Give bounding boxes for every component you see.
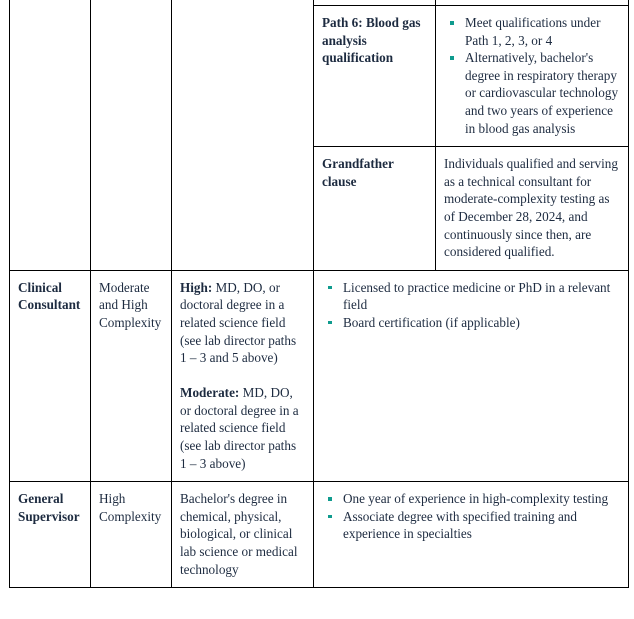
education-text: Bachelor's degree in chemical, physical, biological, or clinical lab science or medical technology	[180, 491, 298, 577]
education-paragraph	[180, 490, 305, 578]
requirements-table	[9, 0, 629, 588]
table-row-clinical-consultant	[10, 270, 629, 482]
grandfather-clause-text: Individuals qualified and serving as a technical consultant for moderate-complexity testing as of December 28, 2024, and continuously since then, are considered qualified.	[444, 156, 618, 260]
education-text-moderate: MD, DO, or doctoral degree in a related science field (see lab director paths 1 – 3 above)	[180, 385, 299, 471]
list-item: Alternatively, bachelor's degree in respiratory therapy or cardiovascular technology and two years of experience in blood gas analysis	[444, 49, 621, 137]
cell-complexity-empty	[91, 0, 172, 270]
complexity-label: Moderate and High Complexity	[99, 279, 162, 330]
role-label: General Supervisor	[18, 491, 80, 524]
cell-additional-requirements	[314, 0, 629, 270]
table-row-continuation	[10, 0, 629, 270]
cell-education-general-supervisor	[172, 482, 314, 588]
cell-role-general-supervisor	[10, 482, 91, 588]
nested-paths-table	[314, 0, 629, 270]
cell-requirements-clinical-consultant	[314, 270, 629, 482]
nested-row-grandfather-clause	[314, 147, 629, 270]
list-item: Licensed to practice medicine or PhD in a relevant field	[322, 279, 620, 314]
cell-education-clinical-consultant	[172, 270, 314, 482]
path-6-bullet-list	[444, 14, 621, 137]
list-item: Board certification (if applicable)	[322, 314, 620, 332]
education-lead-moderate: Moderate:	[180, 385, 240, 401]
clinical-consultant-bullet-list	[322, 279, 620, 332]
nested-row-path-6	[314, 6, 629, 147]
cell-complexity-clinical-consultant	[91, 270, 172, 482]
education-paragraph-high	[180, 279, 305, 367]
education-text-high: MD, DO, or doctoral degree in a related science field (see lab director paths 1 – 3 and 5 above)	[180, 279, 297, 366]
grandfather-clause-label: Grandfather clause	[322, 156, 394, 189]
education-lead-high: High:	[180, 279, 213, 295]
path-6-label: Path 6: Blood gas analysis qualification	[322, 15, 421, 66]
path-6-body-cell	[436, 6, 630, 147]
general-supervisor-bullet-list	[322, 490, 620, 543]
list-item: One year of experience in high-complexity testing	[322, 490, 620, 508]
cell-complexity-general-supervisor	[91, 482, 172, 588]
table-row-general-supervisor	[10, 482, 629, 588]
role-label: Clinical Consultant	[18, 279, 81, 313]
cell-role-clinical-consultant	[10, 270, 91, 482]
list-item: Meet qualifications under Path 1, 2, 3, or 4	[444, 14, 621, 49]
grandfather-body-cell	[436, 147, 630, 270]
path-6-label-cell	[314, 6, 436, 147]
list-item: Associate degree with specified training and experience in specialties	[322, 508, 620, 543]
cell-education-empty	[172, 0, 314, 270]
cell-requirements-general-supervisor	[314, 482, 629, 588]
education-paragraph-moderate	[180, 384, 305, 472]
complexity-label: High Complexity	[99, 491, 162, 524]
cell-role-empty	[10, 0, 91, 270]
grandfather-label-cell	[314, 147, 436, 270]
